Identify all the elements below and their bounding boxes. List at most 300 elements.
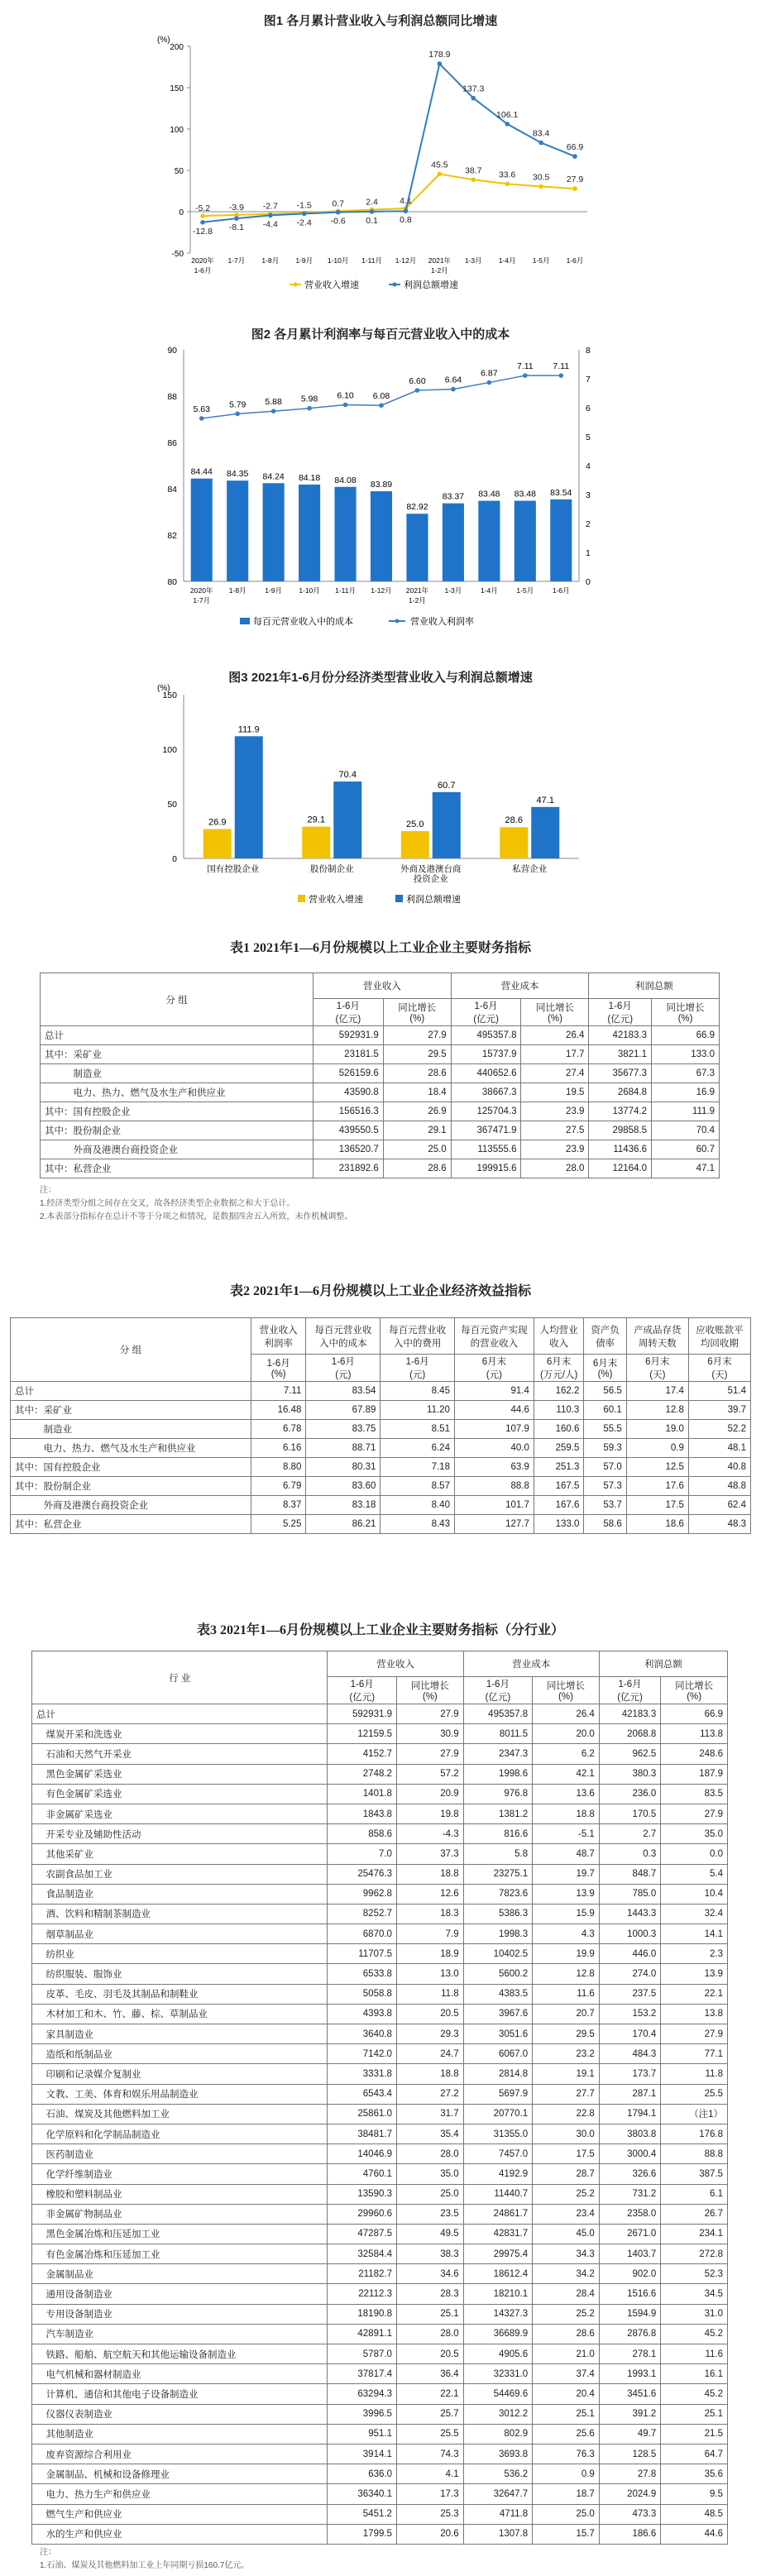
table-cell: 60.7: [652, 1140, 720, 1159]
table-cell: 2814.8: [463, 2064, 532, 2084]
table-cell: 20.0: [533, 1724, 600, 1744]
data-point: [268, 213, 273, 218]
table-cell: 20.5: [396, 2004, 463, 2024]
data-label: -2.4: [296, 217, 312, 228]
table-cell: 136520.7: [313, 1140, 383, 1159]
figure3-bar-chart: [0, 685, 761, 925]
table-cell: 7142.0: [328, 2044, 396, 2064]
table-cell: 802.9: [463, 2424, 532, 2444]
table-cell: 54469.6: [463, 2384, 532, 2404]
table-cell: 526159.6: [313, 1064, 383, 1083]
table-cell: 495357.8: [463, 1704, 532, 1724]
table-cell: 12.5: [626, 1458, 688, 1477]
y-tick-label: 200: [170, 43, 184, 52]
table-cell: 1799.5: [328, 2524, 396, 2544]
table-cell: 77.1: [661, 2044, 728, 2064]
table-cell: 2068.8: [599, 1724, 660, 1744]
row-label: 电气机械和器材制造业: [32, 2364, 328, 2384]
table-row: [32, 2024, 728, 2044]
table-cell: 1307.8: [463, 2524, 532, 2544]
column-subheader: 1-6月 (亿元): [599, 1677, 660, 1704]
bar: [443, 504, 464, 581]
table-cell: 199915.6: [451, 1159, 521, 1178]
table-row: [32, 2084, 728, 2104]
x-tick-label: 1-10月: [327, 256, 349, 265]
table-cell: 2684.8: [589, 1083, 652, 1102]
table-row: [11, 1420, 751, 1439]
profit-rate-label: 7.11: [553, 361, 570, 372]
table-cell: 29.1: [383, 1121, 451, 1140]
row-label: 金属制品、机械和设备修理业: [32, 2464, 328, 2484]
x-tick-label: 1-3月: [464, 256, 482, 265]
table-cell: 25.3: [396, 2504, 463, 2524]
data-label: -3.9: [228, 202, 244, 213]
table-cell: 18.4: [383, 1083, 451, 1102]
column-unit: 6月末 (元): [454, 1355, 534, 1382]
table-row: [32, 1884, 728, 1904]
table-cell: 83.5: [661, 1784, 728, 1804]
bar: [406, 514, 428, 581]
column-header: 营业收入利润率: [251, 1318, 306, 1355]
data-point: [505, 122, 510, 127]
table-cell: 60.1: [584, 1401, 626, 1420]
table-cell: 28.0: [396, 2144, 463, 2164]
bar: [478, 501, 500, 581]
table-row: [41, 1064, 720, 1083]
bar: [203, 829, 232, 858]
table-cell: 4905.6: [463, 2344, 532, 2364]
table-row: [32, 2464, 728, 2484]
row-label: 其中：股份制企业: [11, 1477, 251, 1496]
row-label: 金属制品业: [32, 2264, 328, 2284]
data-point: [438, 172, 443, 177]
table-row: [32, 2344, 728, 2364]
table-cell: 17.5: [626, 1496, 688, 1515]
table-cell: 4152.7: [328, 1744, 396, 1764]
table-cell: 1443.3: [599, 1904, 660, 1924]
table-cell: 176.8: [661, 2124, 728, 2143]
row-label: 总计: [32, 1704, 328, 1724]
bar-label: 82.92: [406, 502, 428, 513]
table-cell: 12.8: [626, 1401, 688, 1420]
table-cell: 6.16: [251, 1439, 306, 1458]
table-cell: 48.3: [688, 1515, 750, 1534]
bar: [333, 781, 361, 858]
bar-label: 83.37: [442, 491, 465, 502]
table-cell: 37.3: [396, 1844, 463, 1864]
row-label: 有色金属冶炼和压延加工业: [32, 2244, 328, 2264]
table-cell: 25.2: [533, 2304, 600, 2324]
table-cell: 27.8: [599, 2464, 660, 2484]
bar-label: 84.44: [190, 466, 213, 477]
table-cell: 29960.6: [328, 2204, 396, 2224]
table-cell: 45.2: [661, 2384, 728, 2404]
table-cell: （注1）: [661, 2104, 728, 2124]
bar-label: 70.4: [338, 770, 357, 781]
column-group-header: 营业成本: [463, 1651, 599, 1677]
table-cell: 12.8: [533, 1964, 600, 1984]
column-header: 人均营业收入: [534, 1318, 583, 1355]
table-cell: 167.6: [534, 1496, 583, 1515]
y-tick-label: 50: [174, 167, 184, 176]
table-cell: 39.7: [688, 1401, 750, 1420]
data-point: [302, 212, 307, 217]
table-cell: 29.3: [396, 2024, 463, 2044]
bar-label: 84.24: [262, 471, 285, 482]
data-point: [438, 61, 443, 66]
table-cell: 26.7: [661, 2204, 728, 2224]
row-label: 开采专业及辅助性活动: [32, 1824, 328, 1844]
table-cell: 34.3: [533, 2244, 600, 2264]
data-point: [200, 220, 205, 225]
table-cell: 7457.0: [463, 2144, 532, 2164]
table-cell: 237.5: [599, 1984, 660, 2004]
bar: [401, 831, 429, 858]
table-cell: 20.9: [396, 1784, 463, 1804]
data-label: 45.5: [431, 160, 448, 170]
data-point: [200, 213, 205, 218]
table-row: [32, 2044, 728, 2064]
table-cell: 367471.9: [451, 1121, 521, 1140]
table-cell: 19.1: [533, 2064, 600, 2084]
table-cell: 59.3: [584, 1439, 626, 1458]
table-cell: 88.71: [306, 1439, 380, 1458]
table-cell: 1998.6: [463, 1764, 532, 1784]
figure3-title: 图3 2021年1-6月份分经济类型营业收入与利润总额增速: [228, 671, 533, 685]
table-cell: 2024.9: [599, 2484, 660, 2504]
table-cell: 34.5: [661, 2284, 728, 2304]
legend-label: 利润总额增速: [404, 280, 458, 290]
table-cell: 19.8: [396, 1804, 463, 1823]
legend-label: 营业收入利润率: [410, 617, 474, 627]
table-cell: 0.0: [661, 1844, 728, 1864]
data-label: 106.1: [496, 109, 519, 120]
table1: [40, 973, 720, 1178]
table-row: [32, 1724, 728, 1744]
profit-rate-label: 6.64: [444, 375, 462, 385]
table-cell: 19.7: [533, 1864, 600, 1884]
table-cell: 36689.9: [463, 2324, 532, 2344]
bar-label: 83.54: [550, 487, 572, 498]
table-cell: 35.0: [396, 2164, 463, 2184]
y-tick-label: -50: [171, 250, 184, 259]
row-label: 纺织服装、服饰业: [32, 1964, 328, 1984]
row-label: 化学纤维制造业: [32, 2164, 328, 2184]
table-cell: 18.8: [396, 1864, 463, 1884]
table-cell: 28.4: [533, 2284, 600, 2304]
bar-label: 84.18: [298, 472, 321, 483]
table-cell: 20.6: [396, 2524, 463, 2544]
table-cell: 11.8: [661, 2064, 728, 2084]
table-cell: 18.8: [533, 1804, 600, 1823]
table-cell: 17.6: [626, 1477, 688, 1496]
table-cell: 18210.1: [463, 2284, 532, 2304]
x-tick-label: 2020年 1-7月: [190, 586, 213, 605]
table-cell: 25476.3: [328, 1864, 396, 1884]
data-point: [538, 141, 543, 146]
data-label: 4.1: [400, 195, 412, 206]
table-cell: 40.0: [454, 1439, 534, 1458]
table-cell: 4711.8: [463, 2504, 532, 2524]
right-tick-label: 3: [586, 490, 591, 500]
data-point: [538, 184, 543, 189]
table3: [31, 1651, 728, 2545]
right-tick-label: 5: [586, 433, 591, 442]
table-row: [32, 2244, 728, 2264]
column-header-group: 分 组: [11, 1318, 251, 1382]
table-cell: 24861.7: [463, 2204, 532, 2224]
table1-title: 表1 2021年1—6月份规模以上工业企业主要财务指标: [229, 941, 531, 955]
table-cell: 88.8: [454, 1477, 534, 1496]
table-cell: 40.8: [688, 1458, 750, 1477]
table-cell: 9.5: [661, 2484, 728, 2504]
table-cell: 88.8: [661, 2144, 728, 2164]
table-cell: 848.7: [599, 1864, 660, 1884]
data-label: -1.5: [296, 200, 312, 211]
table-cell: 25.5: [396, 2424, 463, 2444]
table-cell: 167.5: [534, 1477, 583, 1496]
table-cell: 49.7: [599, 2424, 660, 2444]
table-cell: 20.5: [396, 2344, 463, 2364]
table-cell: 76.3: [533, 2444, 600, 2464]
x-tick-label: 2020年 1-6月: [191, 256, 214, 275]
data-label: 0.1: [366, 215, 378, 226]
data-label: -8.1: [228, 222, 244, 233]
row-label: 煤炭开采和洗选业: [32, 1724, 328, 1744]
profit-rate-label: 6.87: [481, 368, 498, 379]
table-cell: 27.9: [661, 2024, 728, 2044]
table-cell: 4760.1: [328, 2164, 396, 2184]
table-cell: 113555.6: [451, 1140, 521, 1159]
bar-label: 47.1: [536, 795, 554, 805]
data-label: 0.8: [400, 215, 412, 226]
legend-swatch: [395, 895, 403, 902]
table-cell: 2.3: [661, 1944, 728, 1964]
series-line-1: [203, 64, 575, 222]
right-tick-label: 2: [586, 519, 591, 529]
table-cell: 18.9: [396, 1944, 463, 1964]
table-cell: 63294.3: [328, 2384, 396, 2404]
table-cell: 27.7: [533, 2084, 600, 2104]
table-cell: 2347.3: [463, 1744, 532, 1764]
bar-label: 83.48: [514, 489, 536, 499]
column-subheader: 1-6月 (亿元): [451, 999, 521, 1026]
column-unit: 6月末 (天): [688, 1355, 750, 1382]
table1-notes: [40, 1184, 352, 1224]
table-cell: 3451.6: [599, 2384, 660, 2404]
figure2-bar-line-chart: [0, 343, 761, 649]
data-point: [471, 96, 476, 101]
table-cell: 17.5: [533, 2144, 600, 2164]
table-cell: 8.57: [380, 1477, 455, 1496]
table-row: [41, 1140, 720, 1159]
table-row: [11, 1515, 751, 1534]
data-label: 178.9: [428, 50, 451, 60]
column-unit: 6月末 (天): [626, 1355, 688, 1382]
table-row: [32, 2064, 728, 2084]
table-cell: 951.1: [328, 2424, 396, 2444]
bar-label: 111.9: [237, 724, 260, 735]
table-row: [32, 1944, 728, 1964]
table-cell: 18.7: [533, 2484, 600, 2504]
profit-rate-point: [199, 416, 204, 421]
row-label: 燃气生产和供应业: [32, 2504, 328, 2524]
table-cell: 63.9: [454, 1458, 534, 1477]
table-cell: 13.9: [533, 1884, 600, 1904]
table-cell: 48.8: [688, 1477, 750, 1496]
table-cell: 8.51: [380, 1420, 455, 1439]
table-cell: 52.2: [688, 1420, 750, 1439]
table-row: [32, 2504, 728, 2524]
table-cell: 17.7: [521, 1045, 589, 1064]
table-cell: 22.1: [661, 1984, 728, 2004]
y-tick-label: 100: [170, 126, 184, 135]
table-cell: 22.1: [396, 2384, 463, 2404]
table-cell: 11707.5: [328, 1944, 396, 1964]
table-cell: 13.9: [661, 1964, 728, 1984]
table-cell: 4.1: [396, 2464, 463, 2484]
profit-rate-label: 6.10: [337, 390, 354, 401]
legend-marker: [393, 283, 397, 287]
table-cell: 731.2: [599, 2184, 660, 2204]
bar: [299, 485, 320, 581]
table-cell: 592931.9: [328, 1704, 396, 1724]
table-cell: 259.5: [534, 1439, 583, 1458]
table-cell: 5.25: [251, 1515, 306, 1534]
table-cell: 5451.2: [328, 2504, 396, 2524]
table-row: [32, 2304, 728, 2324]
table-cell: 11.6: [661, 2344, 728, 2364]
table-cell: 19.9: [533, 1944, 600, 1964]
table-cell: 66.9: [661, 1704, 728, 1724]
table-cell: 3967.6: [463, 2004, 532, 2024]
table-cell: 66.9: [652, 1026, 720, 1045]
table-cell: 6.2: [533, 1744, 600, 1764]
table-cell: 13774.2: [589, 1102, 652, 1121]
left-tick-label: 88: [167, 392, 177, 402]
table-cell: 38481.7: [328, 2124, 396, 2143]
table-row: [32, 2444, 728, 2464]
row-label: 其中：股份制企业: [41, 1121, 313, 1140]
table-cell: 1381.2: [463, 1804, 532, 1823]
bar: [500, 827, 528, 858]
y-unit-label: (%): [157, 36, 170, 45]
row-label: 烟草制品业: [32, 1924, 328, 1944]
figure1-title: 图1 各月累计营业收入与利润总额同比增速: [263, 14, 498, 28]
table-cell: 27.9: [396, 1704, 463, 1724]
table-row: [32, 2224, 728, 2244]
column-header: 每百元营业收入中的费用: [380, 1318, 455, 1355]
table-cell: 5600.2: [463, 1964, 532, 1984]
column-header: 资产负债率: [584, 1318, 626, 1355]
table-cell: 62.4: [688, 1496, 750, 1515]
table-cell: 446.0: [599, 1944, 660, 1964]
table-cell: 14.1: [661, 1924, 728, 1944]
data-label: -4.4: [262, 219, 278, 230]
table-cell: 234.1: [661, 2224, 728, 2244]
table-cell: 251.3: [534, 1458, 583, 1477]
row-label: 其中：私营企业: [11, 1515, 251, 1534]
table-cell: 16.9: [652, 1083, 720, 1102]
bar: [191, 479, 213, 581]
table-cell: 2358.0: [599, 2204, 660, 2224]
table-cell: 44.6: [454, 1401, 534, 1420]
table-cell: 45.0: [533, 2224, 600, 2244]
table-cell: 5058.8: [328, 1984, 396, 2004]
table-cell: 26.4: [521, 1026, 589, 1045]
table-cell: 34.6: [396, 2264, 463, 2284]
profit-rate-point: [523, 373, 528, 378]
table-cell: 11436.6: [589, 1140, 652, 1159]
table-cell: 25.1: [661, 2404, 728, 2424]
series-line-0: [203, 174, 575, 217]
legend-label: 营业收入增速: [304, 280, 359, 290]
table2-title: 表2 2021年1—6月份规模以上工业企业经济效益指标: [229, 1284, 531, 1298]
table-cell: 43590.8: [313, 1083, 383, 1102]
x-tick-label: 1-12月: [371, 586, 392, 595]
table-row: [41, 1045, 720, 1064]
table-cell: 2748.2: [328, 1764, 396, 1784]
row-label: 印刷和记录媒介复制业: [32, 2064, 328, 2084]
table-row: [32, 1904, 728, 1924]
table-cell: 125704.3: [451, 1102, 521, 1121]
table-cell: 6.79: [251, 1477, 306, 1496]
table-row: [11, 1496, 751, 1515]
table-cell: 58.6: [584, 1515, 626, 1534]
table-cell: 391.2: [599, 2404, 660, 2424]
row-label: 通用设备制造业: [32, 2284, 328, 2304]
profit-rate-point: [487, 380, 492, 385]
column-header: 产成品存货周转天数: [626, 1318, 688, 1355]
x-tick-label: 1-9月: [265, 586, 283, 595]
table-cell: 18.8: [396, 2064, 463, 2084]
row-label: 其他制造业: [32, 2424, 328, 2444]
table-row: [32, 1784, 728, 1804]
column-unit: 6月末 (万元/人): [534, 1355, 583, 1382]
table-cell: 13590.3: [328, 2184, 396, 2204]
table-cell: 74.3: [396, 2444, 463, 2464]
row-label: 仪器仪表制造业: [32, 2404, 328, 2424]
legend-label: 每百元营业收入中的成本: [253, 617, 353, 627]
table-cell: 48.7: [533, 1844, 600, 1864]
table-cell: 7.0: [328, 1844, 396, 1864]
table-cell: 5.8: [463, 1844, 532, 1864]
table-cell: 20.7: [533, 2004, 600, 2024]
profit-rate-label: 5.88: [265, 397, 282, 408]
bar: [433, 792, 461, 858]
table-cell: 326.6: [599, 2164, 660, 2184]
table-cell: 86.21: [306, 1515, 380, 1534]
table-cell: 4393.8: [328, 2004, 396, 2024]
bar-label: 84.35: [227, 469, 249, 480]
table-cell: 91.4: [454, 1382, 534, 1401]
column-header: 应收账款平均回收期: [688, 1318, 750, 1355]
note-line: 1.石油、煤炭及其他燃料加工业上年同期亏损160.7亿元。: [40, 2561, 250, 2570]
table-cell: 27.9: [383, 1026, 451, 1045]
table-cell: 23181.5: [313, 1045, 383, 1064]
table-cell: 111.9: [652, 1102, 720, 1121]
table-row: [32, 1864, 728, 1884]
profit-rate-point: [235, 412, 240, 417]
table-cell: 15.9: [533, 1904, 600, 1924]
row-label: 纺织业: [32, 1944, 328, 1964]
y-unit-label: (%): [157, 684, 170, 693]
table-row: [32, 2264, 728, 2284]
table-cell: 2.7: [599, 1824, 660, 1844]
table-cell: 17.3: [396, 2484, 463, 2504]
table-cell: 16.48: [251, 1401, 306, 1420]
bar-label: 26.9: [208, 817, 227, 828]
